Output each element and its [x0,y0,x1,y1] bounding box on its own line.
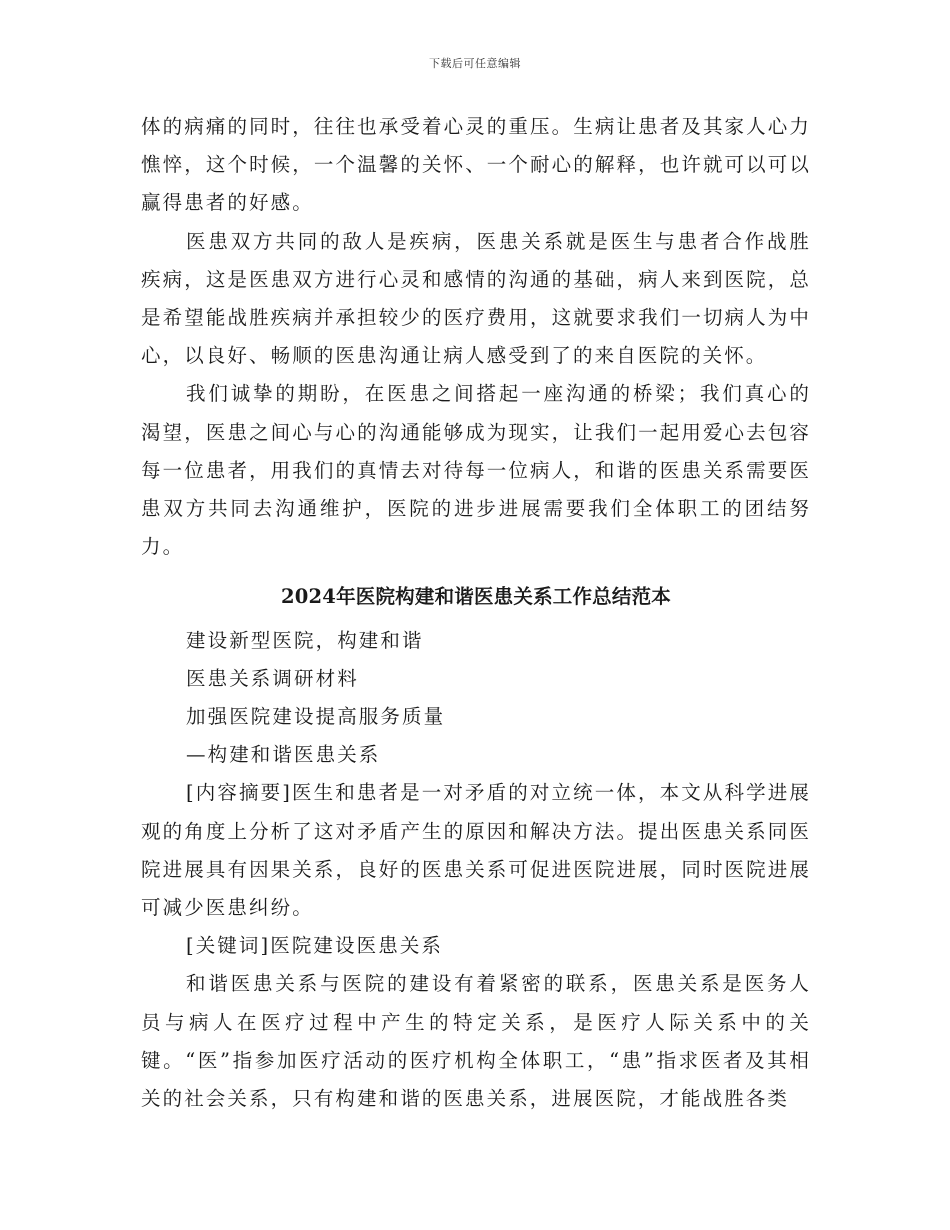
page-header: 下载后可任意编辑 [429,57,521,70]
subtitle-line-3: 加强医院建设提高服务质量 [186,705,446,729]
subtitle-line-1: 建设新型医院，构建和谐 [186,628,424,652]
paragraph-2: 医患双方共同的敌人是疾病，医患关系就是医生与患者合作战胜疾病，这是医患双方进行心灵和感情的沟通的基础，病人来到医院，总是希望能战胜疾病并承担较少的医疗费用，这就要求我们一切病人为中心，以良好、畅顺的医患沟通让病人感受到了的来自医院的关怀。 [141,229,811,368]
keywords-line: [关键词]医院建设医患关系 [186,934,444,958]
paragraph-1: 体的病痛的同时，往往也承受着心灵的重压。生病让患者及其家人心力憔悴，这个时候，一个温馨的关怀、一个耐心的解释，也许就可以可以赢得患者的好感。 [141,115,811,215]
subtitle-line-2: 医患关系调研材料 [186,666,359,690]
subtitle-line-4: —构建和谐医患关系 [186,743,381,767]
paragraph-3: 我们诚挚的期盼，在医患之间搭起一座沟通的桥梁；我们真心的渴望，医患之间心与心的沟通能够成为现实，让我们一起用爱心去包容每一位患者，用我们的真情去对待每一位病人，和谐的医患关系需要医患双方共同去沟通维护，医院的进步进展需要我们全体职工的团结努力。 [141,382,811,559]
paragraph-5: 和谐医患关系与医院的建设有着紧密的联系，医患关系是医务人员与病人在医疗过程中产生的特定关系，是医疗人际关系中的关键。“医”指参加医疗活动的医疗机构全体职工，“患”指求医者及其相关的社会关系，只有构建和谐的医患关系，进展医院，才能战胜各类 [141,972,811,1111]
abstract-paragraph: [内容摘要]医生和患者是一对矛盾的对立统一体，本文从科学进展观的角度上分析了这对矛盾产生的原因和解决方法。提出医患关系同医院进展具有因果关系，良好的医患关系可促进医院进展，同时医院进展可减少医患纠纷。 [141,781,811,920]
document-body [141,108,811,1118]
section-title: 2024年医院构建和谐医患关系工作总结范本 [281,585,671,609]
